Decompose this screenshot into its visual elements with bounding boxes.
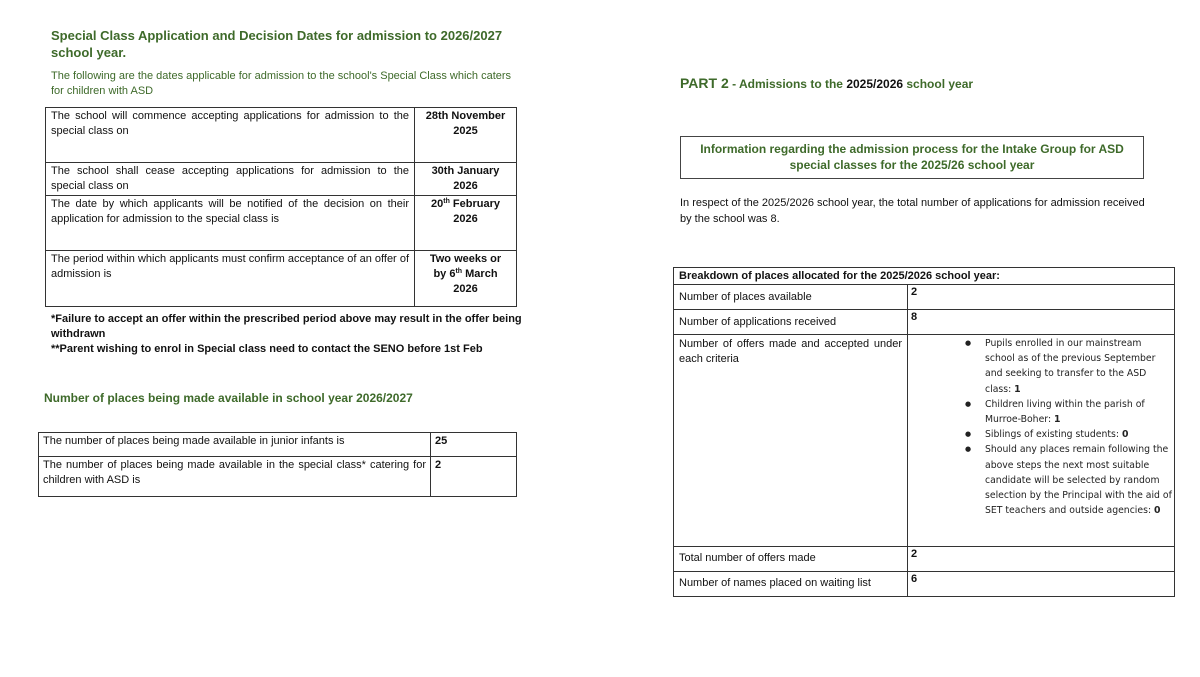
date-answer-line	[418, 267, 513, 282]
date-answer-line	[418, 197, 513, 212]
date-day: by 6	[433, 268, 456, 280]
footnotes	[51, 312, 526, 357]
date-answer-year: 2025	[453, 125, 478, 137]
offers-criteria-list-cell	[908, 335, 1175, 547]
list-item	[910, 336, 1172, 397]
criteria-value: 1	[1054, 414, 1061, 426]
date-question: The period within which applicants must confirm acceptance of an offer of admission is	[46, 251, 415, 307]
criteria-value: 0	[1154, 505, 1161, 517]
part-year: 2025/2026	[846, 77, 904, 91]
ordinal-suffix: th	[455, 268, 463, 275]
total-offers-label: Total number of offers made	[674, 547, 908, 572]
ordinal-suffix: th	[443, 198, 450, 205]
list-item	[910, 427, 1172, 442]
date-answer	[415, 196, 517, 251]
criteria-text: Siblings of existing students:	[985, 429, 1122, 441]
waiting-list-value: 6	[908, 572, 1175, 597]
places-value: 2	[431, 457, 517, 497]
part-dash: - Admissions to the	[728, 77, 847, 91]
date-answer	[415, 163, 517, 196]
waiting-list-label: Number of names placed on waiting list	[674, 572, 908, 597]
footnote-offer-withdrawn: *Failure to accept an offer within the prescribed period above may result in the offer being withdrawn	[51, 313, 522, 340]
criteria-list	[910, 336, 1172, 518]
special-class-dates-table	[45, 107, 517, 307]
part-suffix: school year	[903, 77, 974, 91]
applications-received-value: 8	[908, 310, 1175, 335]
breakdown-header: Breakdown of places allocated for the 2025/2026 school year:	[674, 268, 1175, 285]
places-value: 25	[431, 433, 517, 457]
date-answer-line: Two weeks or	[429, 253, 502, 265]
breakdown-table	[673, 267, 1175, 597]
table-row	[46, 108, 517, 163]
intake-info-box: Information regarding the admission process for the Intake Group for ASD special classes for the 2025/26 school year	[680, 136, 1144, 179]
part-label: PART 2	[680, 75, 729, 91]
criteria-text: Should any places remain following the above steps the next most suitable candidate will be selected by random selection by the Principal with the aid of SET teachers and outside agencies:	[985, 444, 1172, 517]
places-available-title: Number of places being made available in school year 2026/2027	[44, 391, 413, 405]
table-row	[674, 547, 1175, 572]
places-question: The number of places being made available in the special class* catering for children with ASD is	[39, 457, 431, 497]
special-class-dates-title: Special Class Application and Decision Dates for admission to 2026/2027 school year.	[51, 28, 503, 60]
date-answer-year: 2026	[453, 180, 478, 192]
table-row	[674, 335, 1175, 547]
date-question: The school shall cease accepting applications for admission to the special class on	[46, 163, 415, 196]
total-offers-value: 2	[908, 547, 1175, 572]
list-item	[910, 442, 1172, 518]
date-month: February	[449, 198, 500, 210]
table-row	[674, 572, 1175, 597]
date-answer	[415, 108, 517, 163]
applications-summary: In respect of the 2025/2026 school year, the total number of applications for admission received by the school was 8.	[680, 197, 1145, 225]
table-header-row	[674, 268, 1175, 285]
table-row	[674, 285, 1175, 310]
criteria-text: Pupils enrolled in our mainstream school as of the previous September and seeking to transfer to the ASD class:	[985, 338, 1156, 395]
criteria-text: Children living within the parish of Murroe-Boher:	[985, 398, 1145, 426]
places-question: The number of places being made available in junior infants is	[39, 433, 431, 457]
date-question: The date by which applicants will be notified of the decision on their application for admission to the special class is	[46, 196, 415, 251]
places-available-label: Number of places available	[674, 285, 908, 310]
offers-criteria-label: Number of offers made and accepted under each criteria	[674, 335, 908, 547]
date-answer-year: 2026	[453, 283, 478, 295]
list-item	[910, 397, 1172, 427]
table-row	[46, 251, 517, 307]
footnote-seno-contact: **Parent wishing to enrol in Special class need to contact the SENO before 1st Feb	[51, 343, 483, 355]
date-day: 20	[431, 198, 444, 210]
date-answer-line: 30th January	[431, 165, 500, 177]
places-available-table	[38, 432, 517, 497]
criteria-value: 1	[1014, 383, 1021, 395]
applications-received-label: Number of applications received	[674, 310, 908, 335]
date-month: March	[462, 268, 498, 280]
table-row	[46, 163, 517, 196]
date-answer	[415, 251, 517, 307]
special-class-intro: The following are the dates applicable for admission to the school's Special Class which caters for children with ASD	[51, 70, 512, 97]
places-available-value: 2	[908, 285, 1175, 310]
date-answer-year: 2026	[453, 213, 478, 225]
table-row	[39, 433, 517, 457]
date-question: The school will commence accepting applications for admission to the special class on	[46, 108, 415, 163]
date-answer-line: 28th November	[425, 110, 506, 122]
table-row	[39, 457, 517, 497]
table-row	[46, 196, 517, 251]
criteria-value: 0	[1122, 429, 1129, 441]
part2-heading	[680, 75, 973, 91]
table-row	[674, 310, 1175, 335]
